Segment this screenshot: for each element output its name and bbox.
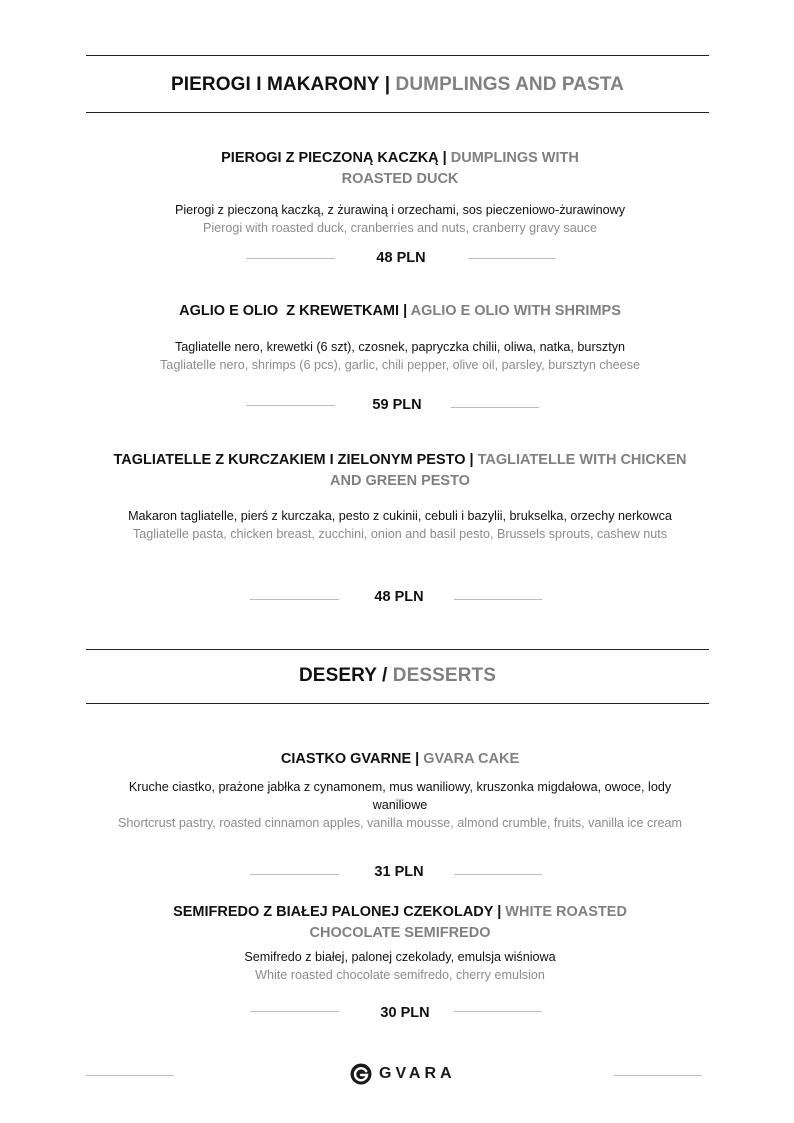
section-title-pasta (86, 74, 709, 96)
item-name-separator: | (411, 751, 424, 767)
section-title-en: DUMPLINGS AND PASTA (395, 74, 625, 95)
section-top-rule (86, 649, 709, 650)
price-divider-right (454, 874, 542, 875)
section-title-pl: DESERY (298, 665, 377, 686)
price-divider-left (250, 1011, 339, 1012)
price-divider-right (454, 1011, 542, 1012)
menu-item-title (120, 749, 680, 770)
item-name-en: WHITE ROASTED CHOCOLATE SEMIFREDO (309, 904, 627, 941)
menu-item-description (100, 948, 700, 984)
item-desc-pl: Tagliatelle nero, krewetki (6 szt), czosnek, papryczka chilii, oliwa, natka, bursztyn (174, 340, 626, 354)
section-bottom-rule (86, 112, 709, 113)
item-name-pl: AGLIO E OLIO Z KREWETKAMI (179, 303, 400, 319)
item-price: 31 PLN (374, 864, 424, 880)
item-price: 30 PLN (380, 1005, 430, 1021)
footer-divider-right (614, 1075, 702, 1076)
item-name-en: GVARA CAKE (423, 751, 520, 767)
menu-item-title (100, 301, 700, 322)
item-name-pl: TAGLIATELLE Z KURCZAKIEM I ZIELONYM PESTO (113, 452, 466, 468)
item-name-pl: CIASTKO GVARNE (280, 751, 412, 767)
item-price: 48 PLN (376, 250, 426, 266)
section-bottom-rule (86, 703, 709, 704)
price-divider-left (250, 599, 339, 600)
section-title-desserts (86, 665, 709, 687)
section-title-en: DESSERTS (392, 665, 497, 686)
item-desc-en: Tagliatelle pasta, chicken breast, zucchini, onion and basil pesto, Brussels sprouts, cashew nuts (132, 527, 668, 541)
item-name-separator: | (438, 150, 451, 166)
section-top-rule (86, 55, 709, 56)
price-divider-left (250, 874, 339, 875)
item-name-en: TAGLIATELLE WITH CHICKEN AND GREEN PESTO (330, 452, 687, 489)
section-title-separator: | (384, 74, 396, 95)
item-desc-en: Pierogi with roasted duck, cranberries and nuts, cranberry gravy sauce (202, 221, 598, 235)
menu-item-title (190, 148, 610, 190)
item-name-pl: SEMIFREDO Z BIAŁEJ PALONEJ CZEKOLADY (173, 904, 494, 920)
price-divider-right (454, 599, 542, 600)
item-desc-pl: Kruche ciastko, prażone jabłka z cynamonem, mus waniliowy, kruszonka migdałowa, owoce, lody waniliowe (128, 780, 672, 812)
item-name-pl: PIEROGI Z PIECZONĄ KACZKĄ (221, 150, 439, 166)
section-title-separator: / (376, 665, 393, 686)
menu-item-title (150, 902, 650, 944)
section-title-pl: PIEROGI I MAKARONY (170, 74, 385, 95)
item-name-en: AGLIO E OLIO WITH SHRIMPS (410, 303, 621, 319)
price-divider-left (246, 405, 335, 406)
item-desc-en: White roasted chocolate semifredo, cherry emulsion (255, 968, 545, 982)
item-name-separator: | (465, 452, 478, 468)
footer-logo (350, 1062, 456, 1086)
item-name-separator: | (399, 303, 411, 319)
price-divider-right (451, 407, 539, 408)
item-desc-pl: Makaron tagliatelle, pierś z kurczaka, pesto z cukinii, cebuli i bazylii, brukselka, orzechy nerkowca (128, 509, 672, 523)
item-name-en: DUMPLINGS WITH ROASTED DUCK (341, 150, 579, 187)
item-price: 59 PLN (372, 397, 422, 413)
item-desc-en: Shortcrust pastry, roasted cinnamon apples, vanilla mousse, almond crumble, fruits, vanilla ice cream (118, 816, 682, 830)
price-divider-left (246, 258, 335, 259)
menu-item-description (90, 507, 710, 543)
item-price: 48 PLN (374, 589, 424, 605)
gvara-logo-icon (350, 1063, 372, 1085)
item-desc-pl: Pierogi z pieczoną kaczką, z żurawiną i orzechami, sos pieczeniowo-żurawinowy (174, 203, 626, 217)
menu-item-description (100, 201, 700, 237)
item-desc-en: Tagliatelle nero, shrimps (6 pcs), garlic, chili pepper, olive oil, parsley, bursztyn cheese (160, 358, 640, 372)
menu-item-description (118, 778, 682, 832)
menu-item-description (100, 338, 700, 374)
menu-item-title (110, 450, 690, 492)
item-name-separator: | (493, 904, 506, 920)
footer-brand-name: GVARA (379, 1065, 456, 1082)
footer-divider-left (86, 1075, 174, 1076)
item-desc-pl: Semifredo z białej, palonej czekolady, emulsja wiśniowa (244, 950, 556, 964)
price-divider-right (468, 258, 556, 259)
